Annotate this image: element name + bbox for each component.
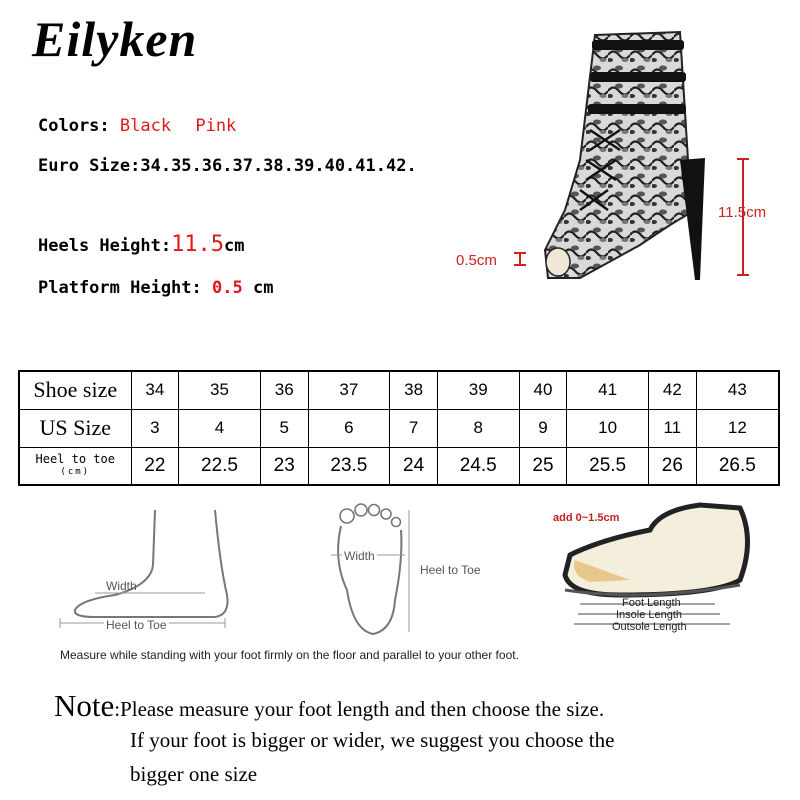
heel-to-toe-cell: 26: [649, 447, 697, 485]
shoe-size-cell: 35: [179, 371, 261, 409]
shoe-size-cell: 37: [308, 371, 390, 409]
platform-dimension-marker: [519, 252, 521, 266]
heel-height-value: 11.5: [171, 232, 225, 257]
shoe-size-cell: 38: [390, 371, 438, 409]
us-size-cell: 9: [519, 409, 567, 447]
note-line-3: bigger one size: [130, 762, 258, 786]
heel-height-spec: [38, 232, 245, 257]
heel-to-toe-cell: 25: [519, 447, 567, 485]
colors-spec: [38, 116, 236, 136]
note-text-1: :Please measure your foot length and then choose the size.: [114, 697, 605, 721]
us-size-cell: 4: [179, 409, 261, 447]
brand-logo: Eilyken: [32, 11, 198, 67]
us-size-cell: 12: [696, 409, 779, 447]
foot-length-label: Foot Length: [622, 597, 681, 609]
note-line-1: [54, 688, 604, 724]
us-size-cell: 8: [437, 409, 519, 447]
heel-height-label: Heels Height:: [38, 236, 172, 256]
platform-height-unit: cm: [252, 278, 274, 298]
euro-size-spec: [38, 156, 417, 176]
color-pink: Pink: [195, 116, 237, 136]
euro-size-values: 34.35.36.37.38.39.40.41.42.: [140, 156, 417, 176]
heel-to-toe-cell: 24: [390, 447, 438, 485]
color-black: Black: [119, 116, 172, 136]
us-size-header: US Size: [19, 409, 131, 447]
colors-label: Colors:: [38, 116, 110, 136]
us-size-cell: 3: [131, 409, 179, 447]
us-size-cell: 10: [567, 409, 649, 447]
shoe-size-cell: 39: [437, 371, 519, 409]
us-size-cell: 11: [649, 409, 697, 447]
shoe-size-cell: 36: [260, 371, 308, 409]
measure-caption: Measure while standing with your foot firmly on the floor and parallel to your other foot.: [60, 648, 519, 662]
euro-size-label: Euro Size:: [38, 156, 141, 176]
shoe-size-cell: 34: [131, 371, 179, 409]
shoe-size-row: [19, 371, 779, 409]
heel-to-toe-unit: (cm): [60, 466, 91, 477]
heel-to-toe-cell: 23.5: [308, 447, 390, 485]
side-heel-toe-label: Heel to Toe: [106, 618, 167, 632]
add-allowance-label: add 0~1.5cm: [553, 512, 620, 524]
heel-to-toe-cell: 25.5: [567, 447, 649, 485]
top-foot-diagram: [325, 500, 435, 640]
heel-dimension-label: 11.5cm: [718, 204, 767, 221]
heel-to-toe-label: Heel to toe: [35, 451, 115, 466]
us-size-cell: 6: [308, 409, 390, 447]
shoe-size-cell: 43: [696, 371, 779, 409]
us-size-cell: 7: [390, 409, 438, 447]
outsole-length-label: Outsole Length: [612, 621, 687, 633]
note-line-2: If your foot is bigger or wider, we suggest you choose the: [130, 728, 615, 752]
platform-height-label: Platform Height:: [38, 278, 202, 298]
us-size-cell: 5: [260, 409, 308, 447]
top-heel-toe-label: Heel to Toe: [420, 563, 481, 577]
platform-dimension-label: 0.5cm: [456, 252, 497, 269]
shoe-size-cell: 41: [567, 371, 649, 409]
heel-to-toe-cell: 22.5: [179, 447, 261, 485]
side-width-label: Width: [106, 579, 137, 593]
insole-length-label: Insole Length: [616, 609, 683, 621]
heel-to-toe-cell: 22: [131, 447, 179, 485]
platform-height-value: 0.5: [212, 278, 243, 298]
heel-to-toe-row: [19, 447, 779, 485]
heel-to-toe-cell: 23: [260, 447, 308, 485]
us-size-row: [19, 409, 779, 447]
heel-to-toe-cell: 24.5: [437, 447, 519, 485]
heel-height-unit: cm: [224, 236, 245, 256]
top-width-label: Width: [344, 549, 375, 563]
heel-to-toe-header: [19, 447, 131, 485]
shoe-size-cell: 42: [649, 371, 697, 409]
heel-to-toe-cell: 26.5: [696, 447, 779, 485]
shoe-size-header: Shoe size: [19, 371, 131, 409]
size-chart-table: [18, 370, 780, 486]
shoe-size-cell: 40: [519, 371, 567, 409]
note-word: Note: [54, 688, 115, 723]
platform-height-spec: [38, 278, 273, 298]
snakeskin-boot-image: [520, 10, 730, 290]
